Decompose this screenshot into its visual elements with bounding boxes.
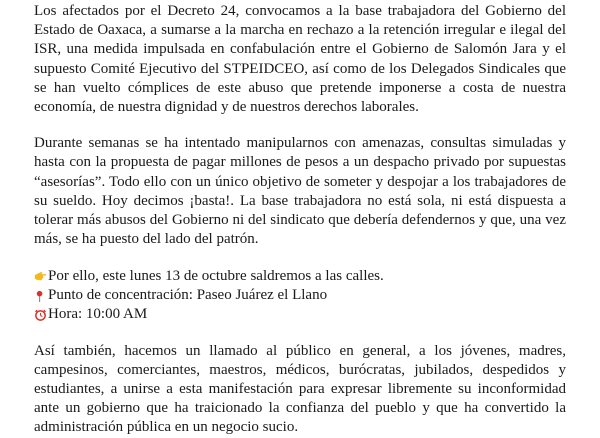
event-location-line bbox=[34, 286, 566, 305]
alarm-clock-icon bbox=[34, 308, 47, 322]
paragraph-denunciation: Durante semanas se ha intentado manipularnos con amenazas, consultas simuladas y hasta con la propuesta de pagar millones de pesos a un despacho privado por supuestas “asesorías”. Todo ello con un único objetivo de someter y despojar a los trabajadores de su sueldo. Hoy decimos ¡basta!. La base trabajadora no está sola, ni está dispuesta a tolerar más abusos del Gobierno ni del sindicato que debería defendernos y que, una vez más, se ha puesto del lado del patrón. bbox=[34, 135, 566, 248]
paragraph-convocation: Los afectados por el Decreto 24, convocamos a la base trabajadora del Gobierno del Estado de Oaxaca, a sumarse a la marcha en rechazo a la retención irregular e ilegal del ISR, una medida impulsada en confabulación entre el Gobierno de Salomón Jara y el supuesto Comité Ejecutivo del STPEIDCEO, así como de los Delegados Sindicales que se han vuelto cómplices de este abuso que pretende imponerse a costa de nuestra economía, de nuestra dignidad y de nuestros derechos laborales. bbox=[34, 3, 566, 116]
paragraph-call-to-public: Así también, hacemos un llamado al público en general, a los jóvenes, madres, campesinos, comerciantes, maestros, médicos, burócratas, jubilados, despedidos y estudiantes, a unirse a esta manifestación para expresar libremente su inconformidad ante un gobierno que ha traicionado la confianza del pueblo y que ha convertido la administración pública en un negocio sucio. bbox=[34, 342, 566, 436]
paragraph-gap bbox=[34, 249, 566, 266]
location-pin-icon bbox=[34, 289, 47, 303]
paragraph-gap bbox=[34, 325, 566, 342]
event-date-text: Por ello, este lunes 13 de octubre saldremos a las calles. bbox=[48, 267, 384, 284]
event-time-line bbox=[34, 305, 566, 324]
event-date-line bbox=[34, 266, 566, 285]
event-details bbox=[34, 266, 566, 324]
event-location-text: Punto de concentración: Paseo Juárez el Llano bbox=[48, 286, 328, 303]
paragraph-gap bbox=[34, 117, 566, 134]
pointing-hand-icon bbox=[34, 269, 47, 283]
event-time-text: Hora: 10:00 AM bbox=[48, 306, 148, 323]
document-body bbox=[34, 0, 566, 438]
